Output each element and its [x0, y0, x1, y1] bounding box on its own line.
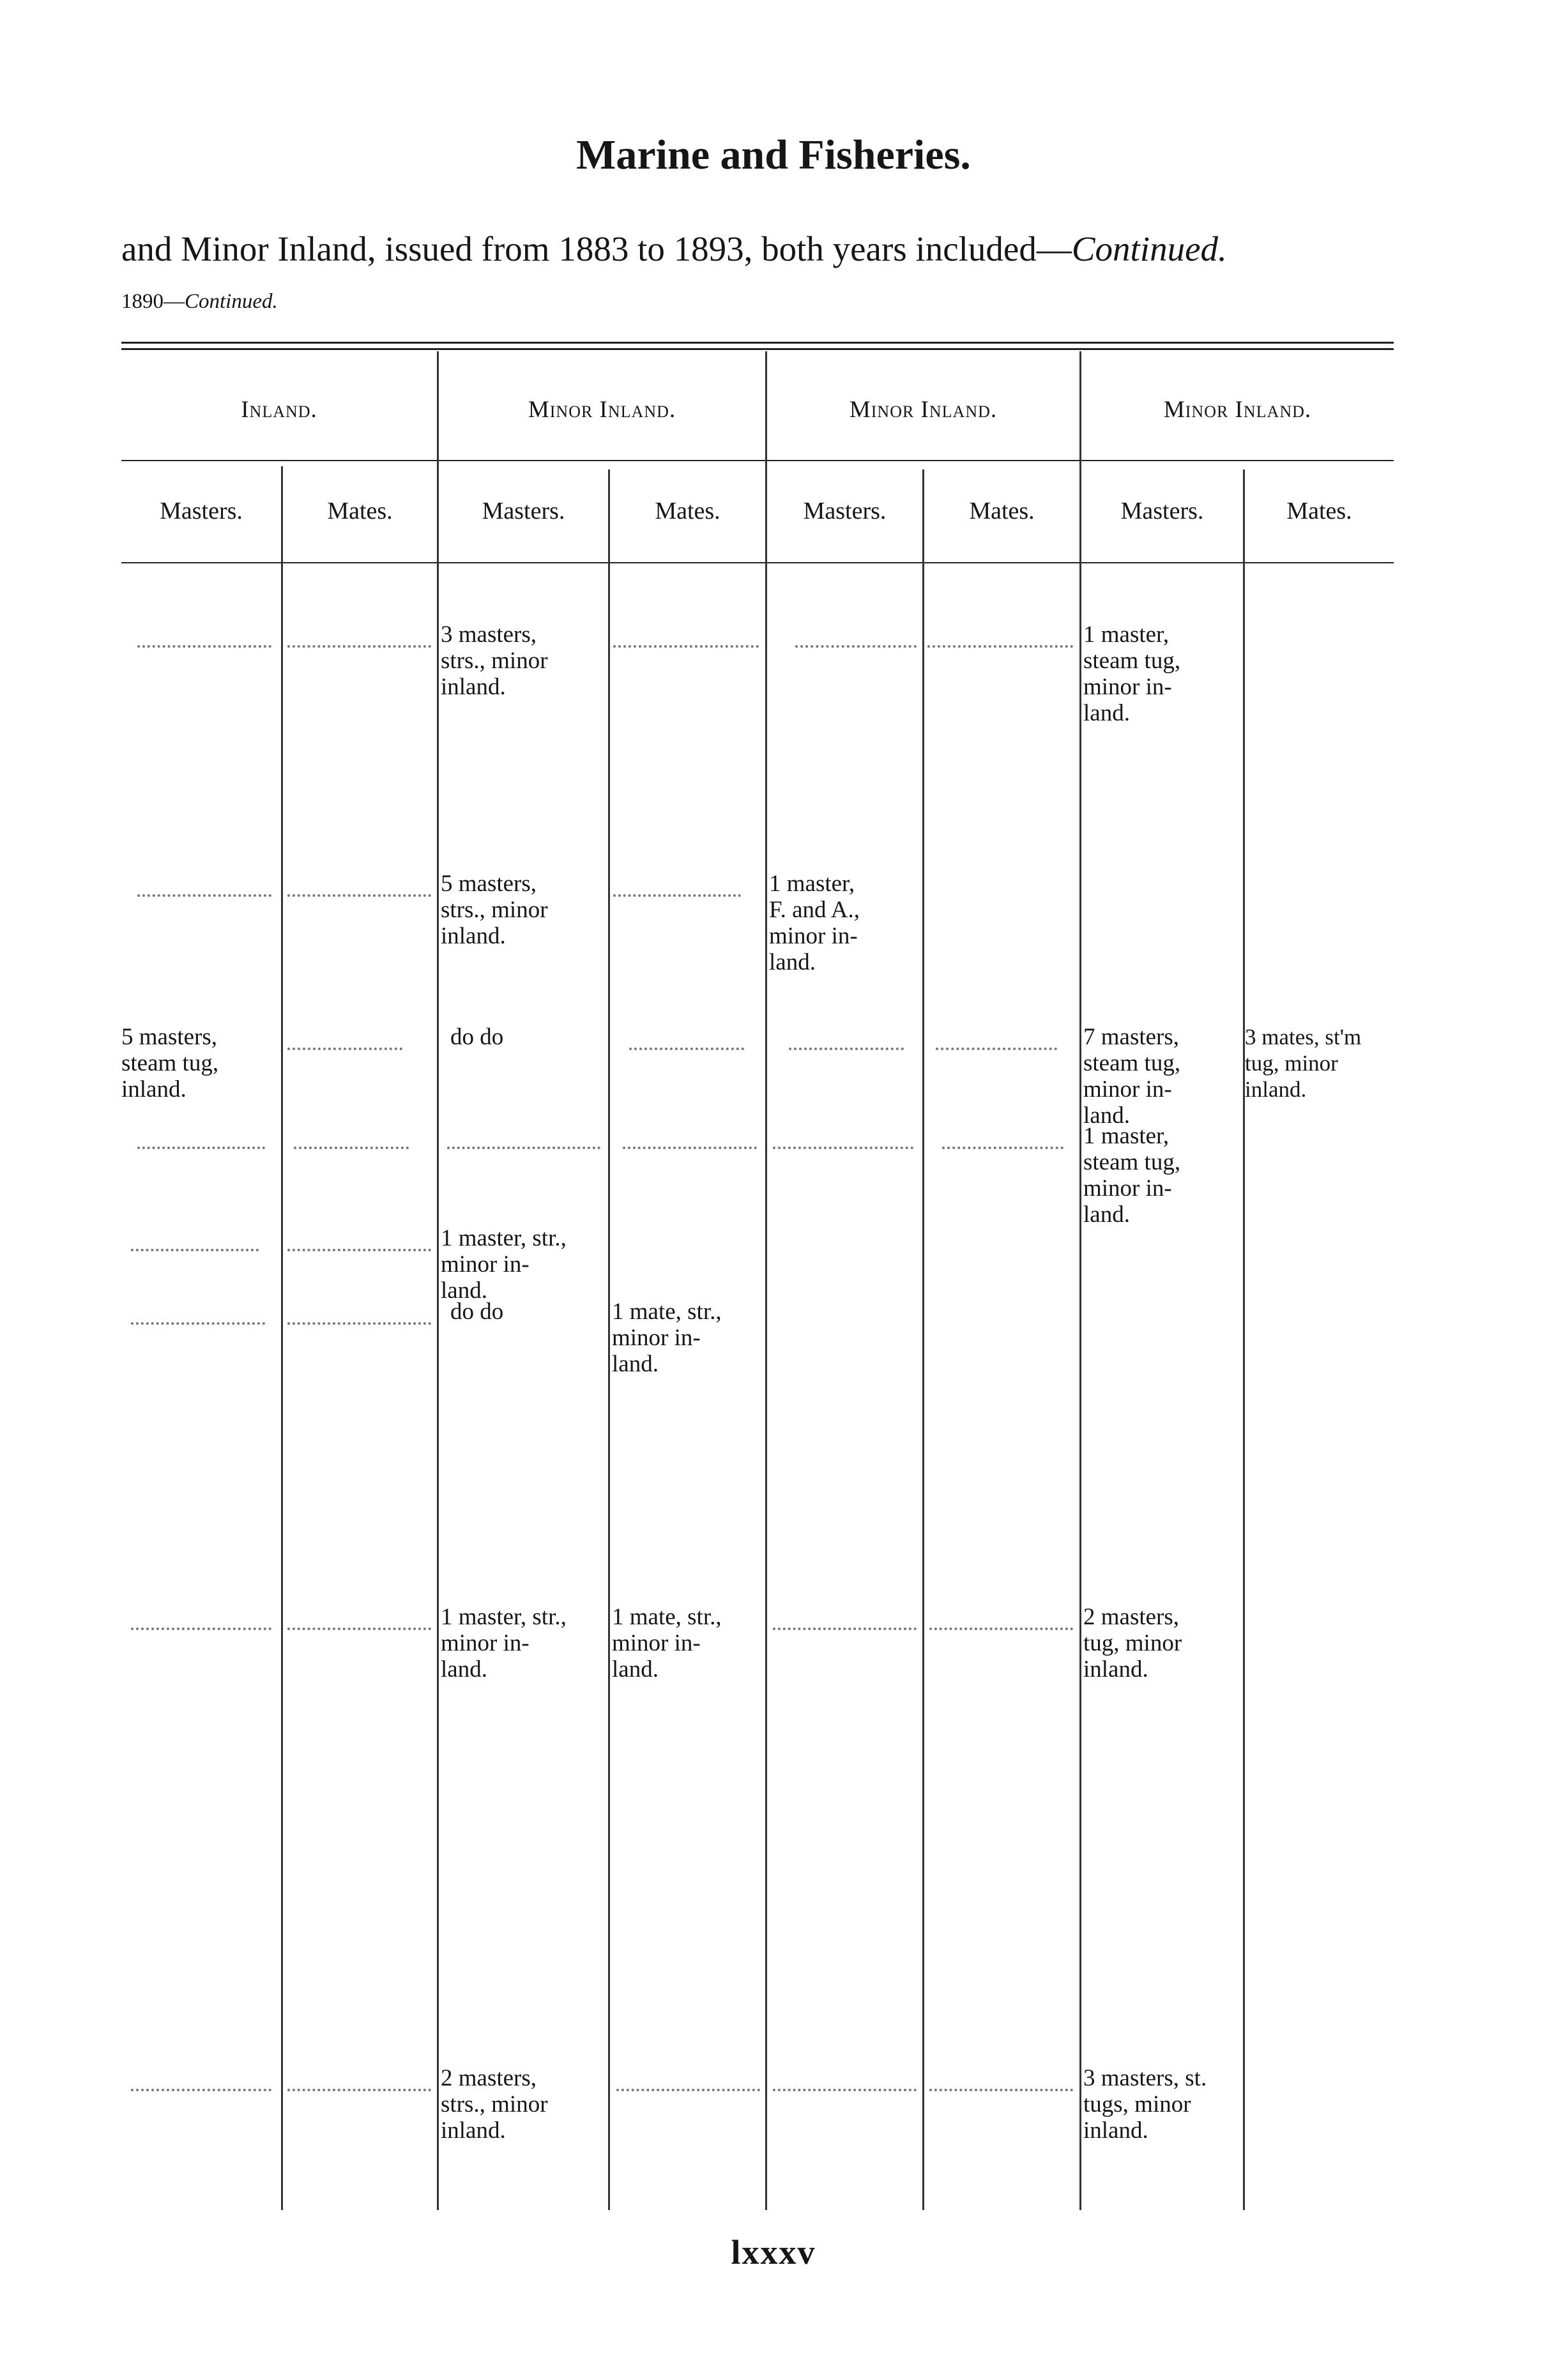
page-subtitle: [121, 229, 1227, 269]
leader-dots: [929, 2089, 1073, 2091]
leader-dots: [613, 894, 741, 897]
table-cell: 2 masters, strs., minor inland.: [441, 2065, 548, 2144]
leader-dots: [131, 1322, 265, 1325]
year-heading: [121, 290, 278, 314]
leader-dots: [613, 645, 759, 648]
leader-dots: [942, 1147, 1063, 1149]
page-title: Marine and Fisheries.: [576, 132, 971, 178]
table-top-rule-inner: [121, 348, 1394, 350]
table-cell: 3 masters, strs., minor inland.: [441, 622, 548, 700]
year-label: 1890—: [121, 290, 185, 313]
col-header-masters-1: Masters.: [160, 498, 243, 524]
group-header-minor-inland-3: Minor Inland.: [1163, 397, 1312, 423]
leader-dots: [287, 1628, 431, 1630]
table-cell: do do: [450, 1299, 504, 1325]
col-header-masters-4: Masters.: [1120, 498, 1204, 524]
leader-dots: [287, 2089, 431, 2091]
col-header-mates-3: Mates.: [969, 498, 1035, 524]
table-cell: 1 master, steam tug, minor in- land.: [1083, 1123, 1181, 1228]
group-header-minor-inland-2: Minor Inland.: [849, 397, 998, 423]
table-cell: 1 master, F. and A., minor in- land.: [769, 871, 860, 975]
leader-dots: [623, 1147, 757, 1149]
group-divider-3: [1079, 351, 1081, 2210]
leader-dots: [137, 645, 271, 648]
col-header-masters-2: Masters.: [482, 498, 565, 524]
leader-dots: [137, 894, 271, 897]
group-header-rule: [121, 460, 1394, 461]
col-header-mates-1: Mates.: [327, 498, 393, 524]
table-cell: 3 mates, st'm tug, minor inland.: [1245, 1025, 1362, 1102]
leader-dots: [795, 645, 917, 648]
table-cell: do do: [450, 1024, 504, 1050]
col-header-mates-4: Mates.: [1286, 498, 1352, 524]
leader-dots: [131, 1628, 271, 1630]
table-cell: 5 masters, strs., minor inland.: [441, 871, 548, 949]
table-cell: 1 mate, str., minor in- land.: [612, 1299, 722, 1377]
col-divider-7: [1243, 469, 1245, 2210]
column-header-rule: [121, 562, 1394, 563]
group-header-inland: Inland.: [241, 397, 317, 423]
leader-dots: [287, 1249, 431, 1251]
leader-dots: [131, 2089, 271, 2091]
col-divider-3: [608, 469, 610, 2210]
subtitle-continued: Continued.: [1071, 229, 1227, 268]
leader-dots: [287, 1048, 402, 1050]
table-cell: 5 masters, steam tug, inland.: [121, 1024, 219, 1102]
group-divider-2: [765, 351, 767, 2210]
leader-dots: [616, 2089, 760, 2091]
leader-dots: [287, 894, 431, 897]
leader-dots: [287, 645, 431, 648]
leader-dots: [447, 1147, 600, 1149]
subtitle-main: and Minor Inland, issued from 1883 to 1893, both years included—: [121, 229, 1072, 268]
leader-dots: [936, 1048, 1057, 1050]
group-header-minor-inland-1: Minor Inland.: [528, 397, 676, 423]
table-cell: 2 masters, tug, minor inland.: [1083, 1604, 1182, 1682]
leader-dots: [773, 1147, 913, 1149]
col-header-masters-3: Masters.: [803, 498, 887, 524]
leader-dots: [927, 645, 1073, 648]
leader-dots: [287, 1322, 431, 1325]
group-divider-1: [437, 351, 439, 2210]
col-divider-5: [922, 469, 924, 2210]
leader-dots: [929, 1628, 1073, 1630]
table-cell: 1 master, str., minor in- land.: [441, 1604, 567, 1682]
leader-dots: [629, 1048, 744, 1050]
col-header-mates-2: Mates.: [655, 498, 720, 524]
table-cell: 1 master, str., minor in- land.: [441, 1225, 567, 1304]
page-number: lxxxv: [731, 2233, 816, 2271]
leader-dots: [294, 1147, 409, 1149]
leader-dots: [773, 1628, 917, 1630]
leader-dots: [131, 1249, 259, 1251]
leader-dots: [137, 1147, 265, 1149]
table-cell: 3 masters, st. tugs, minor inland.: [1083, 2065, 1207, 2144]
table-cell: 1 mate, str., minor in- land.: [612, 1604, 722, 1682]
leader-dots: [773, 2089, 917, 2091]
table-top-rule: [121, 342, 1394, 344]
col-divider-1: [281, 466, 283, 2210]
leader-dots: [789, 1048, 904, 1050]
table-cell: 1 master, steam tug, minor in- land.: [1083, 622, 1181, 726]
year-continued: Continued.: [185, 290, 278, 313]
table-cell: 7 masters, steam tug, minor in- land.: [1083, 1024, 1181, 1129]
